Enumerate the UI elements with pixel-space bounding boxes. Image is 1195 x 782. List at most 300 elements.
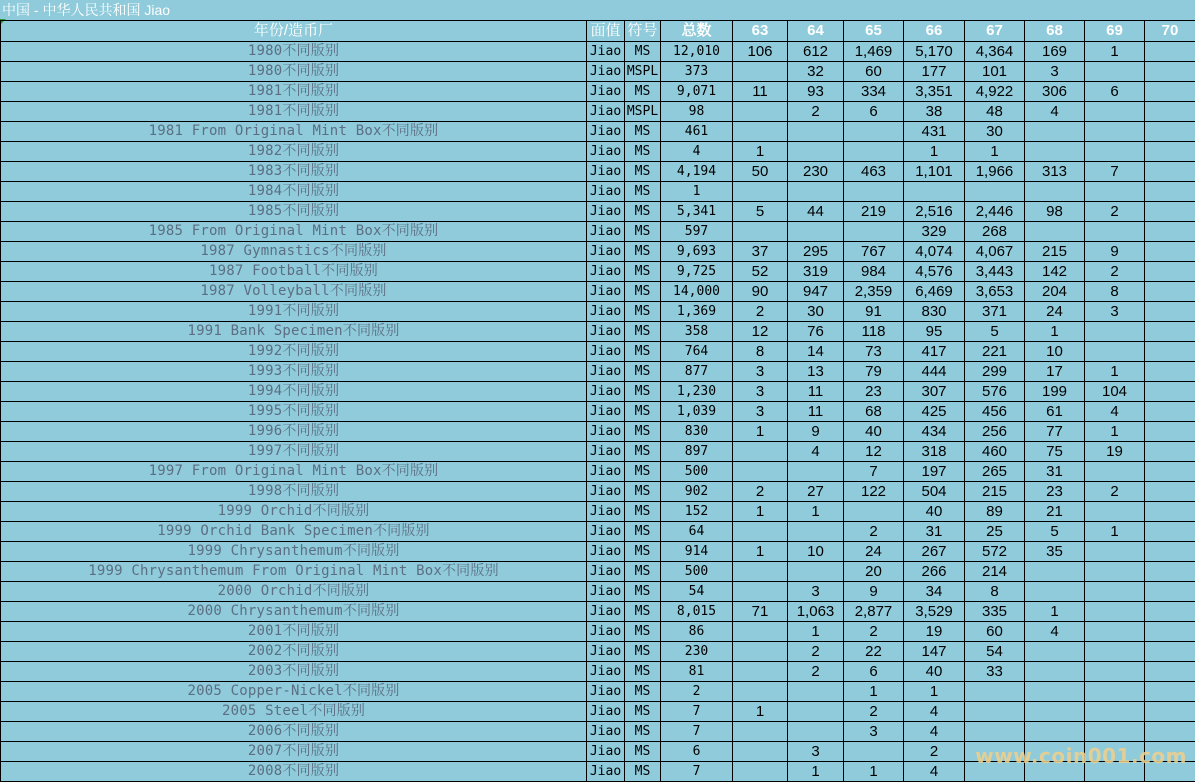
cell-grade-63[interactable] (733, 462, 788, 482)
cell-total[interactable]: 98 (661, 102, 733, 122)
cell-grade-64[interactable]: 27 (788, 482, 844, 502)
cell-variety-name[interactable]: 1980不同版别 (1, 42, 587, 62)
cell-grade-64[interactable]: 10 (788, 542, 844, 562)
cell-grade-67[interactable]: 4,922 (965, 82, 1025, 102)
cell-grade-65[interactable]: 2,877 (844, 602, 904, 622)
cell-grade-65[interactable]: 334 (844, 82, 904, 102)
cell-grade-67[interactable] (965, 702, 1025, 722)
cell-denomination[interactable]: Jiao (587, 622, 625, 642)
cell-grade-70[interactable] (1145, 602, 1195, 622)
cell-grade-64[interactable]: 612 (788, 42, 844, 62)
header-denomination[interactable]: 面值 (587, 21, 625, 42)
cell-grade-67[interactable]: 5 (965, 322, 1025, 342)
cell-grade-69[interactable]: 19 (1085, 442, 1145, 462)
cell-grade-69[interactable]: 1 (1085, 522, 1145, 542)
cell-grade-65[interactable] (844, 142, 904, 162)
cell-grade-69[interactable] (1085, 122, 1145, 142)
cell-grade-69[interactable] (1085, 502, 1145, 522)
cell-total[interactable]: 14,000 (661, 282, 733, 302)
cell-grade-66[interactable]: 147 (904, 642, 965, 662)
cell-denomination[interactable]: Jiao (587, 162, 625, 182)
cell-grade-68[interactable]: 306 (1025, 82, 1085, 102)
cell-grade-69[interactable] (1085, 542, 1145, 562)
cell-grade-63[interactable]: 11 (733, 82, 788, 102)
cell-grade-64[interactable]: 3 (788, 742, 844, 762)
cell-grade-66[interactable]: 329 (904, 222, 965, 242)
cell-grade-63[interactable]: 12 (733, 322, 788, 342)
cell-grade-68[interactable]: 10 (1025, 342, 1085, 362)
cell-total[interactable]: 8,015 (661, 602, 733, 622)
cell-grade-63[interactable] (733, 582, 788, 602)
cell-symbol[interactable]: MS (625, 182, 661, 202)
cell-grade-66[interactable]: 95 (904, 322, 965, 342)
cell-grade-64[interactable] (788, 562, 844, 582)
cell-grade-66[interactable]: 830 (904, 302, 965, 322)
cell-grade-66[interactable]: 504 (904, 482, 965, 502)
cell-denomination[interactable]: Jiao (587, 462, 625, 482)
cell-symbol[interactable]: MS (625, 242, 661, 262)
header-grade-63[interactable]: 63 (733, 21, 788, 42)
cell-grade-63[interactable]: 3 (733, 402, 788, 422)
cell-denomination[interactable]: Jiao (587, 642, 625, 662)
cell-grade-65[interactable]: 24 (844, 542, 904, 562)
header-total[interactable]: 总数 (661, 21, 733, 42)
cell-grade-68[interactable]: 142 (1025, 262, 1085, 282)
cell-total[interactable]: 1,369 (661, 302, 733, 322)
cell-total[interactable]: 9,693 (661, 242, 733, 262)
cell-grade-65[interactable]: 9 (844, 582, 904, 602)
cell-grade-65[interactable]: 767 (844, 242, 904, 262)
cell-denomination[interactable]: Jiao (587, 82, 625, 102)
cell-grade-66[interactable]: 431 (904, 122, 965, 142)
cell-symbol[interactable]: MS (625, 682, 661, 702)
cell-grade-68[interactable] (1025, 222, 1085, 242)
cell-grade-67[interactable]: 60 (965, 622, 1025, 642)
header-grade-67[interactable]: 67 (965, 21, 1025, 42)
cell-symbol[interactable]: MS (625, 462, 661, 482)
cell-denomination[interactable]: Jiao (587, 582, 625, 602)
cell-denomination[interactable]: Jiao (587, 382, 625, 402)
cell-denomination[interactable]: Jiao (587, 42, 625, 62)
cell-grade-65[interactable]: 91 (844, 302, 904, 322)
cell-grade-69[interactable]: 3 (1085, 302, 1145, 322)
cell-grade-70[interactable] (1145, 382, 1195, 402)
cell-grade-63[interactable] (733, 182, 788, 202)
cell-grade-64[interactable]: 230 (788, 162, 844, 182)
cell-grade-64[interactable]: 32 (788, 62, 844, 82)
cell-variety-name[interactable]: 1998不同版别 (1, 482, 587, 502)
cell-grade-68[interactable]: 313 (1025, 162, 1085, 182)
cell-grade-68[interactable] (1025, 702, 1085, 722)
cell-grade-63[interactable] (733, 622, 788, 642)
cell-grade-70[interactable] (1145, 562, 1195, 582)
cell-grade-66[interactable]: 444 (904, 362, 965, 382)
cell-grade-63[interactable] (733, 722, 788, 742)
cell-variety-name[interactable]: 1994不同版别 (1, 382, 587, 402)
cell-grade-66[interactable]: 197 (904, 462, 965, 482)
cell-grade-66[interactable]: 307 (904, 382, 965, 402)
cell-grade-69[interactable] (1085, 622, 1145, 642)
cell-grade-65[interactable]: 2 (844, 622, 904, 642)
cell-grade-64[interactable] (788, 522, 844, 542)
cell-total[interactable]: 81 (661, 662, 733, 682)
cell-grade-70[interactable] (1145, 542, 1195, 562)
cell-grade-63[interactable]: 37 (733, 242, 788, 262)
cell-grade-63[interactable] (733, 642, 788, 662)
cell-denomination[interactable]: Jiao (587, 662, 625, 682)
cell-grade-70[interactable] (1145, 202, 1195, 222)
cell-grade-66[interactable]: 40 (904, 502, 965, 522)
header-grade-64[interactable]: 64 (788, 21, 844, 42)
cell-symbol[interactable]: MS (625, 442, 661, 462)
cell-grade-64[interactable] (788, 122, 844, 142)
cell-grade-68[interactable] (1025, 122, 1085, 142)
cell-grade-69[interactable]: 1 (1085, 362, 1145, 382)
cell-grade-69[interactable] (1085, 642, 1145, 662)
cell-grade-69[interactable]: 2 (1085, 262, 1145, 282)
cell-variety-name[interactable]: 1987 Football不同版别 (1, 262, 587, 282)
cell-grade-65[interactable]: 122 (844, 482, 904, 502)
cell-symbol[interactable]: MS (625, 122, 661, 142)
cell-total[interactable]: 830 (661, 422, 733, 442)
cell-total[interactable]: 5,341 (661, 202, 733, 222)
cell-grade-67[interactable] (965, 722, 1025, 742)
cell-grade-67[interactable]: 268 (965, 222, 1025, 242)
cell-grade-68[interactable] (1025, 182, 1085, 202)
cell-grade-63[interactable] (733, 682, 788, 702)
cell-total[interactable]: 6 (661, 742, 733, 762)
cell-denomination[interactable]: Jiao (587, 322, 625, 342)
cell-grade-65[interactable]: 68 (844, 402, 904, 422)
cell-grade-64[interactable]: 2 (788, 642, 844, 662)
cell-grade-67[interactable]: 460 (965, 442, 1025, 462)
cell-denomination[interactable]: Jiao (587, 202, 625, 222)
cell-total[interactable]: 4 (661, 142, 733, 162)
cell-grade-66[interactable]: 3,529 (904, 602, 965, 622)
cell-total[interactable]: 1,039 (661, 402, 733, 422)
cell-denomination[interactable]: Jiao (587, 142, 625, 162)
cell-grade-68[interactable]: 1 (1025, 322, 1085, 342)
cell-grade-70[interactable] (1145, 162, 1195, 182)
cell-grade-64[interactable]: 9 (788, 422, 844, 442)
cell-grade-69[interactable]: 2 (1085, 482, 1145, 502)
cell-total[interactable]: 358 (661, 322, 733, 342)
cell-grade-70[interactable] (1145, 342, 1195, 362)
cell-grade-69[interactable] (1085, 682, 1145, 702)
cell-symbol[interactable]: MS (625, 662, 661, 682)
cell-grade-70[interactable] (1145, 62, 1195, 82)
cell-grade-64[interactable]: 1 (788, 622, 844, 642)
cell-symbol[interactable]: MS (625, 762, 661, 782)
cell-grade-70[interactable] (1145, 622, 1195, 642)
cell-grade-66[interactable]: 31 (904, 522, 965, 542)
cell-grade-69[interactable]: 7 (1085, 162, 1145, 182)
cell-variety-name[interactable]: 1997不同版别 (1, 442, 587, 462)
cell-variety-name[interactable]: 2008不同版别 (1, 762, 587, 782)
cell-grade-63[interactable]: 3 (733, 362, 788, 382)
cell-denomination[interactable]: Jiao (587, 482, 625, 502)
cell-total[interactable]: 86 (661, 622, 733, 642)
cell-symbol[interactable]: MS (625, 262, 661, 282)
cell-total[interactable]: 461 (661, 122, 733, 142)
cell-grade-65[interactable]: 463 (844, 162, 904, 182)
cell-denomination[interactable]: Jiao (587, 442, 625, 462)
cell-grade-67[interactable]: 54 (965, 642, 1025, 662)
cell-grade-68[interactable]: 77 (1025, 422, 1085, 442)
cell-grade-69[interactable] (1085, 582, 1145, 602)
cell-grade-66[interactable]: 267 (904, 542, 965, 562)
cell-grade-63[interactable]: 52 (733, 262, 788, 282)
cell-grade-66[interactable]: 4 (904, 702, 965, 722)
cell-total[interactable]: 500 (661, 462, 733, 482)
cell-variety-name[interactable]: 1985 From Original Mint Box不同版别 (1, 222, 587, 242)
cell-variety-name[interactable]: 2005 Steel不同版别 (1, 702, 587, 722)
cell-grade-68[interactable]: 21 (1025, 502, 1085, 522)
cell-grade-67[interactable]: 1 (965, 142, 1025, 162)
cell-grade-64[interactable]: 14 (788, 342, 844, 362)
cell-denomination[interactable]: Jiao (587, 262, 625, 282)
cell-denomination[interactable]: Jiao (587, 302, 625, 322)
cell-denomination[interactable]: Jiao (587, 502, 625, 522)
cell-variety-name[interactable]: 1997 From Original Mint Box不同版别 (1, 462, 587, 482)
cell-symbol[interactable]: MS (625, 302, 661, 322)
cell-grade-67[interactable] (965, 182, 1025, 202)
cell-grade-69[interactable] (1085, 322, 1145, 342)
cell-grade-65[interactable]: 2 (844, 522, 904, 542)
cell-total[interactable]: 902 (661, 482, 733, 502)
cell-denomination[interactable]: Jiao (587, 722, 625, 742)
cell-grade-63[interactable] (733, 222, 788, 242)
cell-grade-68[interactable]: 5 (1025, 522, 1085, 542)
cell-denomination[interactable]: Jiao (587, 762, 625, 782)
cell-grade-66[interactable]: 3,351 (904, 82, 965, 102)
cell-grade-64[interactable]: 1 (788, 502, 844, 522)
cell-symbol[interactable]: MS (625, 542, 661, 562)
cell-grade-69[interactable] (1085, 222, 1145, 242)
cell-grade-70[interactable] (1145, 522, 1195, 542)
cell-grade-64[interactable] (788, 722, 844, 742)
cell-grade-65[interactable]: 40 (844, 422, 904, 442)
cell-symbol[interactable]: MS (625, 162, 661, 182)
cell-symbol[interactable]: MS (625, 602, 661, 622)
cell-symbol[interactable]: MS (625, 422, 661, 442)
cell-denomination[interactable]: Jiao (587, 402, 625, 422)
cell-grade-63[interactable]: 2 (733, 482, 788, 502)
cell-grade-68[interactable]: 4 (1025, 102, 1085, 122)
cell-grade-63[interactable] (733, 762, 788, 782)
cell-grade-64[interactable]: 1 (788, 762, 844, 782)
cell-grade-69[interactable]: 104 (1085, 382, 1145, 402)
cell-total[interactable]: 7 (661, 702, 733, 722)
cell-grade-68[interactable]: 31 (1025, 462, 1085, 482)
cell-variety-name[interactable]: 2003不同版别 (1, 662, 587, 682)
cell-grade-67[interactable]: 89 (965, 502, 1025, 522)
cell-grade-67[interactable]: 335 (965, 602, 1025, 622)
cell-total[interactable]: 9,071 (661, 82, 733, 102)
cell-total[interactable]: 12,010 (661, 42, 733, 62)
header-grade-68[interactable]: 68 (1025, 21, 1085, 42)
cell-grade-63[interactable]: 2 (733, 302, 788, 322)
cell-symbol[interactable]: MS (625, 342, 661, 362)
cell-grade-65[interactable]: 984 (844, 262, 904, 282)
header-grade-69[interactable]: 69 (1085, 21, 1145, 42)
cell-grade-65[interactable]: 22 (844, 642, 904, 662)
cell-grade-65[interactable]: 7 (844, 462, 904, 482)
cell-grade-64[interactable] (788, 702, 844, 722)
cell-grade-63[interactable] (733, 742, 788, 762)
cell-grade-69[interactable]: 8 (1085, 282, 1145, 302)
cell-total[interactable]: 877 (661, 362, 733, 382)
cell-grade-67[interactable]: 371 (965, 302, 1025, 322)
cell-symbol[interactable]: MS (625, 382, 661, 402)
cell-grade-68[interactable]: 23 (1025, 482, 1085, 502)
cell-total[interactable]: 152 (661, 502, 733, 522)
cell-grade-70[interactable] (1145, 502, 1195, 522)
cell-grade-66[interactable]: 1 (904, 142, 965, 162)
cell-grade-66[interactable]: 5,170 (904, 42, 965, 62)
cell-grade-69[interactable] (1085, 182, 1145, 202)
cell-grade-66[interactable]: 425 (904, 402, 965, 422)
cell-grade-63[interactable]: 71 (733, 602, 788, 622)
cell-grade-64[interactable]: 76 (788, 322, 844, 342)
cell-grade-66[interactable]: 1 (904, 682, 965, 702)
cell-grade-70[interactable] (1145, 722, 1195, 742)
cell-grade-63[interactable]: 1 (733, 542, 788, 562)
cell-variety-name[interactable]: 1996不同版别 (1, 422, 587, 442)
cell-grade-65[interactable]: 219 (844, 202, 904, 222)
cell-symbol[interactable]: MS (625, 622, 661, 642)
cell-denomination[interactable]: Jiao (587, 282, 625, 302)
cell-grade-69[interactable] (1085, 662, 1145, 682)
cell-grade-67[interactable]: 33 (965, 662, 1025, 682)
cell-grade-70[interactable] (1145, 662, 1195, 682)
cell-grade-70[interactable] (1145, 702, 1195, 722)
cell-denomination[interactable]: Jiao (587, 362, 625, 382)
cell-grade-68[interactable]: 4 (1025, 622, 1085, 642)
cell-grade-65[interactable]: 1,469 (844, 42, 904, 62)
cell-grade-68[interactable]: 98 (1025, 202, 1085, 222)
cell-grade-65[interactable]: 20 (844, 562, 904, 582)
cell-grade-65[interactable]: 118 (844, 322, 904, 342)
cell-total[interactable]: 914 (661, 542, 733, 562)
cell-variety-name[interactable]: 1982不同版别 (1, 142, 587, 162)
cell-grade-63[interactable]: 5 (733, 202, 788, 222)
cell-symbol[interactable]: MS (625, 402, 661, 422)
cell-grade-63[interactable]: 90 (733, 282, 788, 302)
cell-grade-67[interactable]: 4,067 (965, 242, 1025, 262)
cell-total[interactable]: 500 (661, 562, 733, 582)
cell-grade-69[interactable] (1085, 722, 1145, 742)
cell-grade-65[interactable]: 1 (844, 762, 904, 782)
cell-grade-63[interactable] (733, 442, 788, 462)
cell-total[interactable]: 230 (661, 642, 733, 662)
cell-grade-66[interactable]: 434 (904, 422, 965, 442)
cell-grade-65[interactable]: 73 (844, 342, 904, 362)
cell-grade-70[interactable] (1145, 122, 1195, 142)
cell-grade-70[interactable] (1145, 142, 1195, 162)
cell-grade-64[interactable]: 4 (788, 442, 844, 462)
cell-grade-68[interactable]: 204 (1025, 282, 1085, 302)
cell-variety-name[interactable]: 1987 Gymnastics不同版别 (1, 242, 587, 262)
cell-variety-name[interactable]: 1992不同版别 (1, 342, 587, 362)
cell-grade-66[interactable]: 4 (904, 762, 965, 782)
cell-total[interactable]: 764 (661, 342, 733, 362)
cell-grade-67[interactable]: 214 (965, 562, 1025, 582)
cell-grade-69[interactable]: 6 (1085, 82, 1145, 102)
cell-denomination[interactable]: Jiao (587, 562, 625, 582)
cell-grade-65[interactable]: 60 (844, 62, 904, 82)
cell-grade-69[interactable]: 1 (1085, 42, 1145, 62)
cell-symbol[interactable]: MS (625, 42, 661, 62)
cell-grade-65[interactable] (844, 742, 904, 762)
cell-grade-69[interactable] (1085, 102, 1145, 122)
cell-grade-67[interactable]: 221 (965, 342, 1025, 362)
cell-symbol[interactable]: MS (625, 562, 661, 582)
cell-grade-64[interactable]: 93 (788, 82, 844, 102)
cell-grade-66[interactable]: 38 (904, 102, 965, 122)
cell-grade-70[interactable] (1145, 182, 1195, 202)
cell-grade-64[interactable] (788, 682, 844, 702)
cell-grade-67[interactable]: 8 (965, 582, 1025, 602)
cell-grade-65[interactable]: 2,359 (844, 282, 904, 302)
cell-grade-67[interactable]: 576 (965, 382, 1025, 402)
cell-variety-name[interactable]: 1999 Chrysanthemum From Original Mint Box不同版别 (1, 562, 587, 582)
cell-denomination[interactable]: Jiao (587, 242, 625, 262)
cell-variety-name[interactable]: 1984不同版别 (1, 182, 587, 202)
cell-total[interactable]: 4,194 (661, 162, 733, 182)
header-grade-66[interactable]: 66 (904, 21, 965, 42)
cell-denomination[interactable]: Jiao (587, 742, 625, 762)
cell-grade-66[interactable]: 19 (904, 622, 965, 642)
cell-denomination[interactable]: Jiao (587, 62, 625, 82)
cell-grade-68[interactable] (1025, 562, 1085, 582)
cell-variety-name[interactable]: 1991不同版别 (1, 302, 587, 322)
cell-grade-69[interactable] (1085, 342, 1145, 362)
cell-grade-69[interactable] (1085, 602, 1145, 622)
header-year-mint[interactable]: 年份/造币厂 (1, 21, 587, 42)
cell-grade-63[interactable] (733, 122, 788, 142)
cell-grade-64[interactable]: 44 (788, 202, 844, 222)
cell-grade-64[interactable]: 13 (788, 362, 844, 382)
cell-grade-64[interactable] (788, 462, 844, 482)
cell-grade-64[interactable]: 295 (788, 242, 844, 262)
cell-grade-67[interactable]: 1,966 (965, 162, 1025, 182)
cell-total[interactable]: 54 (661, 582, 733, 602)
cell-grade-66[interactable]: 4,576 (904, 262, 965, 282)
cell-variety-name[interactable]: 2007不同版别 (1, 742, 587, 762)
cell-total[interactable]: 373 (661, 62, 733, 82)
cell-symbol[interactable]: MS (625, 502, 661, 522)
header-grade-65[interactable]: 65 (844, 21, 904, 42)
cell-symbol[interactable]: MS (625, 642, 661, 662)
cell-grade-64[interactable]: 947 (788, 282, 844, 302)
cell-variety-name[interactable]: 1981不同版别 (1, 102, 587, 122)
cell-grade-68[interactable] (1025, 142, 1085, 162)
cell-symbol[interactable]: MSPL (625, 62, 661, 82)
cell-grade-68[interactable] (1025, 682, 1085, 702)
cell-grade-66[interactable]: 4,074 (904, 242, 965, 262)
cell-grade-68[interactable]: 1 (1025, 602, 1085, 622)
cell-denomination[interactable]: Jiao (587, 222, 625, 242)
cell-grade-63[interactable]: 50 (733, 162, 788, 182)
cell-symbol[interactable]: MS (625, 702, 661, 722)
cell-grade-68[interactable]: 35 (1025, 542, 1085, 562)
cell-grade-64[interactable]: 30 (788, 302, 844, 322)
cell-grade-63[interactable]: 1 (733, 142, 788, 162)
cell-total[interactable]: 597 (661, 222, 733, 242)
cell-denomination[interactable]: Jiao (587, 702, 625, 722)
cell-grade-68[interactable]: 3 (1025, 62, 1085, 82)
